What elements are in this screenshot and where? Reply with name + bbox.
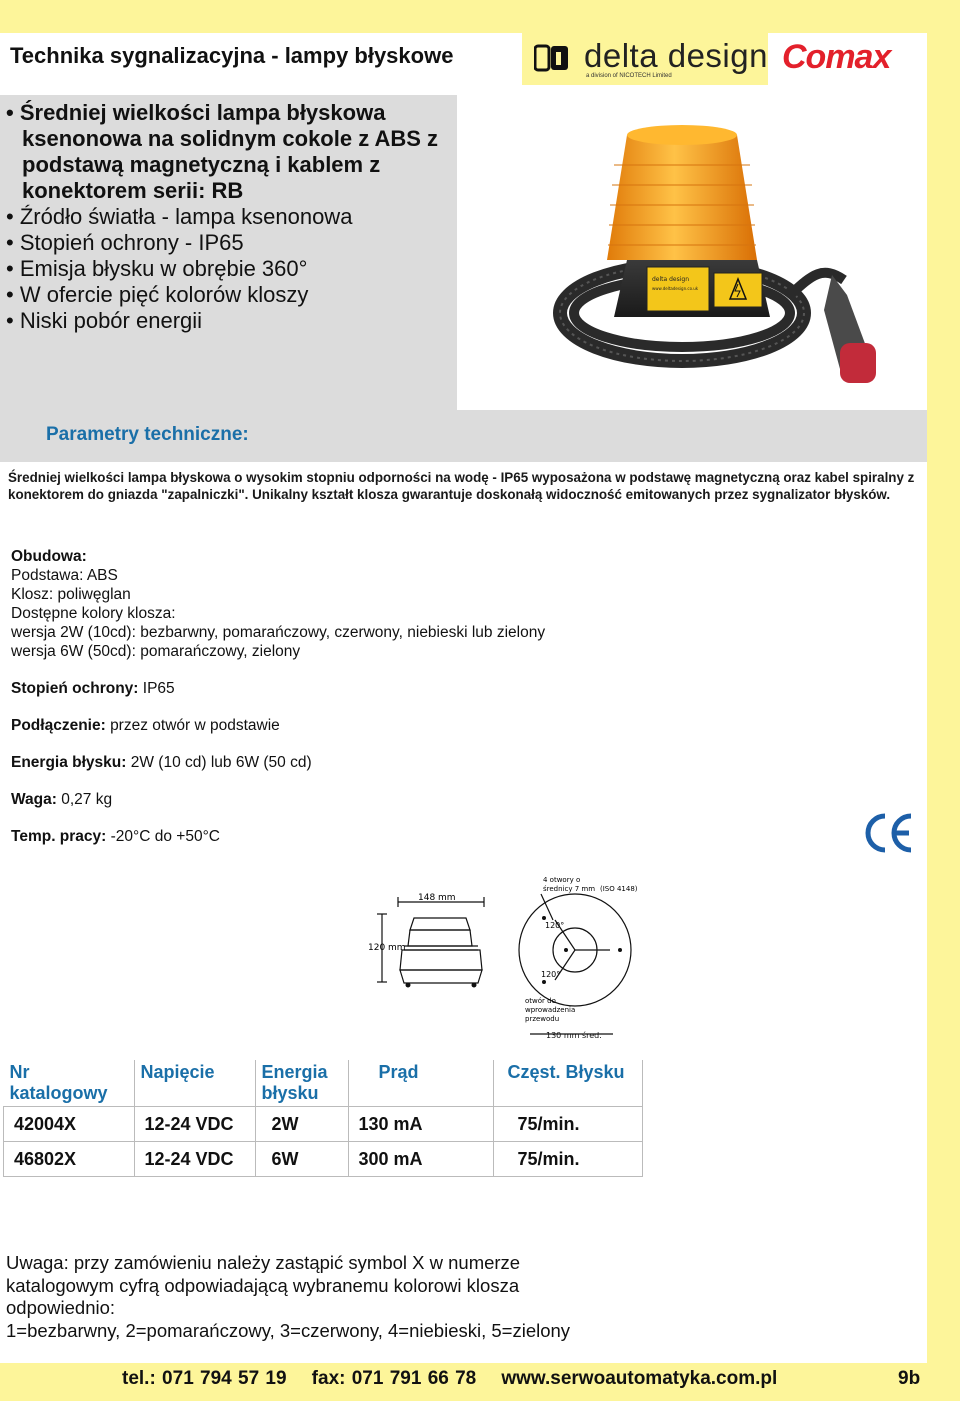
drawing-cable-label-2: wprowadzenia [525,1006,576,1014]
table-cell: 75/min. [493,1107,642,1142]
spec-version-2w: wersja 2W (10cd): bezbarwny, pomarańczowy, czerwony, niebieski lub zielony [11,624,546,641]
table-cell: 130 mA [348,1107,493,1142]
spec-version-6w: wersja 6W (50cd): pomarańczowy, zielony [11,643,301,660]
spec-temperature: Temp. pracy: -20°C do +50°C [11,828,220,845]
table-header-row [4,1060,643,1107]
photo-url-text: www.deltadesign.co.uk [652,286,699,291]
col-header-catalog-no: Nr katalogowy [4,1060,135,1107]
note-line: odpowiednio: [6,1297,116,1318]
col-header-frequency: Częst. Błysku [493,1060,642,1107]
feature-item: • Stopień ochrony - IP65 [6,230,456,256]
delta-design-name: delta design [584,37,768,74]
table-cell: 2W [255,1107,348,1142]
delta-design-mark-icon [534,43,570,73]
params-title: Parametry techniczne: [46,424,249,445]
feature-item: • Niski pobór energii [6,308,456,334]
spec-ip: Stopień ochrony: IP65 [11,680,175,697]
col-header-energy: Energia błysku [255,1060,348,1107]
table-cell: 12-24 VDC [134,1142,255,1177]
page-number: 9b [898,1368,921,1389]
delta-design-logo [522,33,768,85]
table-cell: 42004X [4,1107,135,1142]
spec-energy: Energia błysku: 2W (10 cd) lub 6W (50 cd) [11,754,312,771]
table-row [4,1142,643,1177]
drawing-height-label: 120 mm [368,943,406,953]
note-line: Uwaga: przy zamówieniu należy zastąpić symbol X w numerze [6,1252,521,1273]
order-note [6,1252,646,1342]
drawing-angle-1: 120° [545,921,565,930]
spec-connection: Podłączenie: przez otwór w podstawie [11,717,280,734]
footer-contact: tel.: 071 794 57 19 fax: 071 791 66 78 www.serwoautomatyka.com.pl [122,1368,778,1389]
catalog-table [3,1060,643,1177]
col-header-current: Prąd [348,1060,493,1107]
beacon-lamp-image [472,95,927,410]
feature-item: • W ofercie pięć kolorów kloszy [6,282,456,308]
feature-item: • Emisja błysku w obrębie 360° [6,256,456,282]
drawing-width-label: 148 mm [418,893,456,903]
table-cell: 75/min. [493,1142,642,1177]
spec-base: Podstawa: ABS [11,567,118,584]
note-line: katalogowym cyfrą odpowiadającą wybranemu kolorowi klosza [6,1274,520,1296]
table-cell: 12-24 VDC [134,1107,255,1142]
drawing-holes-label-1: 4 otwory o [543,876,581,884]
ce-mark-icon [863,810,915,856]
spec-lens: Klosz: poliwęglan [11,586,131,603]
table-cell: 6W [255,1142,348,1177]
col-header-voltage: Napięcie [134,1060,255,1107]
table-cell: 46802X [4,1142,135,1177]
drawing-angle-2: 120° [541,970,561,979]
comax-logo: Comax [782,38,891,76]
feature-item: • Średniej wielkości lampa błyskowa ksenonowa na solidnym cokole z ABS z podstawą magnetyczną i kablem z konektorem serii: RB [6,100,456,204]
delta-design-subtitle: a division of NICOTECH Limited [586,73,672,79]
product-description: Średniej wielkości lampa błyskowa o wysokim stopniu odporności na wodę - IP65 wyposażona w podstawę magnetyczną oraz kabel spiralny z konektorem do gniazda "zapalniczki". Unikalny kształt klosza gwarantuje doskonałą widoczność emitowanych przez sygnalizator błysków. [8,470,915,502]
table-row [4,1107,643,1142]
page-title: Technika sygnalizacyjna - lampy błyskowe [10,43,454,68]
drawing-cable-label-3: przewodu [525,1015,560,1023]
spec-housing-label: Obudowa: [11,548,87,565]
drawing-iso-label: (ISO 4148) [600,885,638,893]
product-photo [472,95,927,410]
drawing-cable-label-1: otwór do [525,997,556,1005]
drawing-diameter-label: 130 mm śred. [546,1031,602,1040]
drawing-holes-label-2: średnicy 7 mm [543,885,596,893]
table-cell: 300 mA [348,1142,493,1177]
features-list [6,100,456,334]
spec-weight: Waga: 0,27 kg [11,791,113,808]
photo-brand-text: delta design [652,276,690,283]
technical-drawing [0,870,927,1048]
dimension-drawing [0,870,927,1048]
feature-item: • Źródło światła - lampa ksenonowa [6,204,456,230]
note-line: 1=bezbarwny, 2=pomarańczowy, 3=czerwony, 4=niebieski, 5=zielony [6,1319,571,1341]
spec-colors-label: Dostępne kolory klosza: [11,605,176,622]
